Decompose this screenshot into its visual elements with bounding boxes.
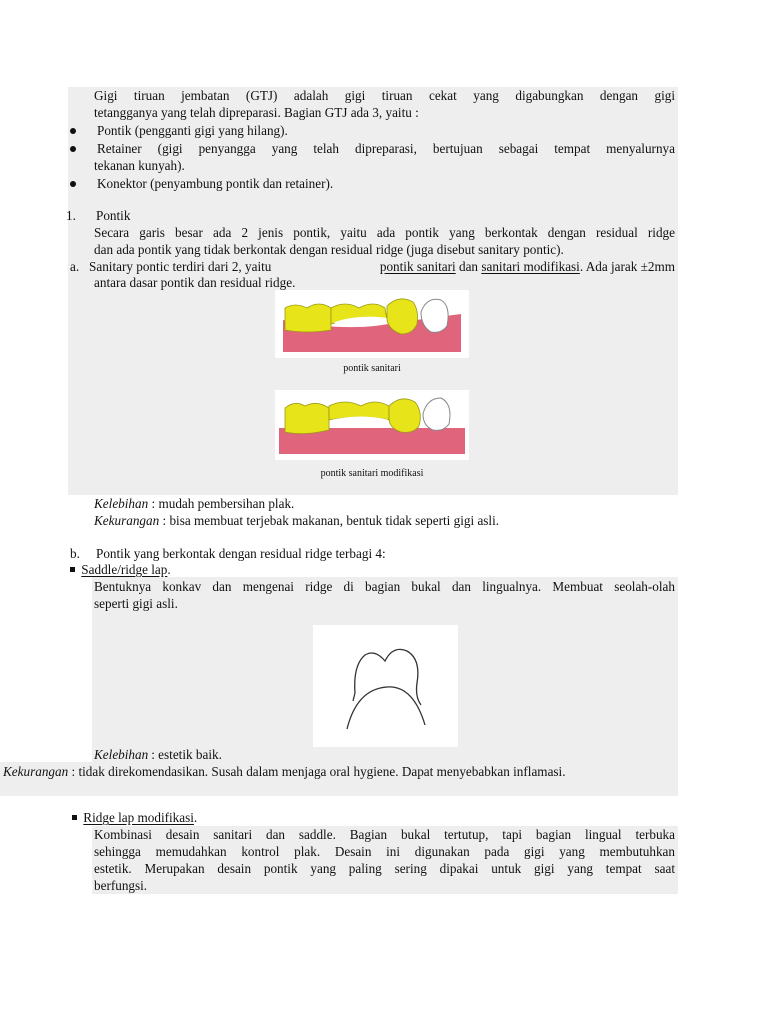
figure-saddle-pontic (313, 625, 458, 747)
part-konektor-text: Konektor (penyambung pontik dan retainer). (97, 176, 334, 191)
item-a-label: a. (70, 259, 80, 274)
item-a-text-pre: Sanitary pontic terdiri dari 2, yaitu (89, 259, 272, 274)
link-pontik-sanitari[interactable]: pontik sanitari (379, 259, 456, 274)
section-1-para-line-1: Secara garis besar ada 2 jenis pontik, yaitu ada pontik yang berkontak dengan residual ridge (94, 225, 675, 240)
bullet-pontik (70, 122, 76, 139)
saddle-cons-text: : tidak direkomendasikan. Susah dalam menjaga oral hygiene. Dapat menyebabkan inflamasi. (68, 764, 566, 779)
link-saddle-ridge-lap[interactable]: Saddle/ridge lap (81, 562, 168, 577)
square-bullet-icon (72, 815, 77, 820)
bullet-icon (70, 128, 76, 134)
item-a-text-post: . Ada jarak ±2mm (579, 259, 675, 274)
section-1-number: 1. (66, 208, 76, 223)
part-retainer-line-2: tekanan kunyah). (94, 158, 185, 173)
saddle-pros (94, 746, 222, 763)
saddle-cons (3, 763, 566, 780)
section-1-para-line-2: dan ada pontik yang tidak berkontak dengan residual ridge (juga disebut sanitary pontic). (94, 242, 564, 257)
pontik-sanitari-illustration (275, 290, 469, 358)
figure-caption-pontik-sanitari-modifikasi: pontik sanitari modifikasi (320, 468, 424, 479)
cons-text: : bisa membuat terjebak makanan, bentuk tidak seperti gigi asli. (159, 513, 500, 528)
item-a-text-mid: dan (458, 259, 479, 274)
bullet-icon (70, 146, 76, 152)
ridge-lap-mod-line-1: Kombinasi desain sanitari dan saddle. Bagian bukal tertutup, tapi bagian lingual terbuka (94, 827, 675, 842)
link-ridge-lap-modifikasi[interactable]: Ridge lap modifikasi (83, 810, 194, 825)
saddle-pros-text: : estetik baik. (151, 747, 222, 762)
pros-label: Kelebihan (94, 496, 149, 511)
pontik-sanitari-modifikasi-illustration (275, 390, 469, 460)
link-sanitari-modifikasi[interactable]: sanitari modifikasi (481, 259, 580, 274)
sanitary-cons (94, 512, 499, 529)
saddle-cons-label: Kekurangan (3, 764, 69, 779)
bullet-icon (70, 181, 76, 187)
saddle-line-2: seperti gigi asli. (94, 596, 178, 611)
part-retainer-line-1: Retainer (gigi penyangga yang telah dipreparasi, bertujuan sebagai tempat menyalurnya (97, 141, 675, 156)
ridge-lap-mod-line-4: berfungsi. (94, 878, 148, 893)
bullet-konektor (70, 175, 76, 192)
saddle-pros-label: Kelebihan (94, 747, 149, 762)
saddle-heading (70, 561, 171, 578)
figure-pontik-sanitari (275, 290, 469, 358)
sanitary-pros (94, 495, 294, 512)
bullet-retainer (70, 140, 76, 157)
intro-line-1: Gigi tiruan jembatan (GTJ) adalah gigi tiruan cekat yang digabungkan dengan gigi (94, 88, 675, 103)
saddle-pontic-illustration (313, 625, 458, 747)
saddle-line-1: Bentuknya konkav dan mengenai ridge di bagian bukal dan lingualnya. Membuat seolah-olah (94, 579, 675, 594)
item-b-text: Pontik yang berkontak dengan residual ridge terbagi 4: (96, 546, 386, 561)
item-a-line-2: antara dasar pontik dan residual ridge. (94, 275, 296, 290)
item-a-line-1 (89, 258, 675, 275)
intro-line-2: tetangganya yang telah dipreparasi. Bagian GTJ ada 3, yaitu : (94, 105, 419, 120)
saddle-title-suffix: . (167, 562, 171, 577)
part-pontik-text: Pontik (pengganti gigi yang hilang). (97, 123, 288, 138)
pros-text: : mudah pembersihan plak. (148, 496, 295, 511)
cons-label: Kekurangan (94, 513, 160, 528)
ridge-lap-mod-heading (72, 809, 197, 826)
figure-pontik-sanitari-modifikasi (275, 390, 469, 460)
square-bullet-icon (70, 567, 75, 572)
ridge-lap-mod-title-suffix: . (193, 810, 198, 825)
section-1-title: Pontik (96, 208, 131, 223)
figure-caption-pontik-sanitari: pontik sanitari (343, 363, 401, 374)
item-b-label: b. (70, 546, 80, 561)
ridge-lap-mod-line-2: sehingga memudahkan kontrol plak. Desain ini digunakan pada gigi yang membutuhkan (94, 844, 675, 859)
ridge-lap-mod-line-3: estetik. Merupakan desain pontik yang paling sering dipakai untuk gigi yang tempat saat (94, 861, 675, 876)
